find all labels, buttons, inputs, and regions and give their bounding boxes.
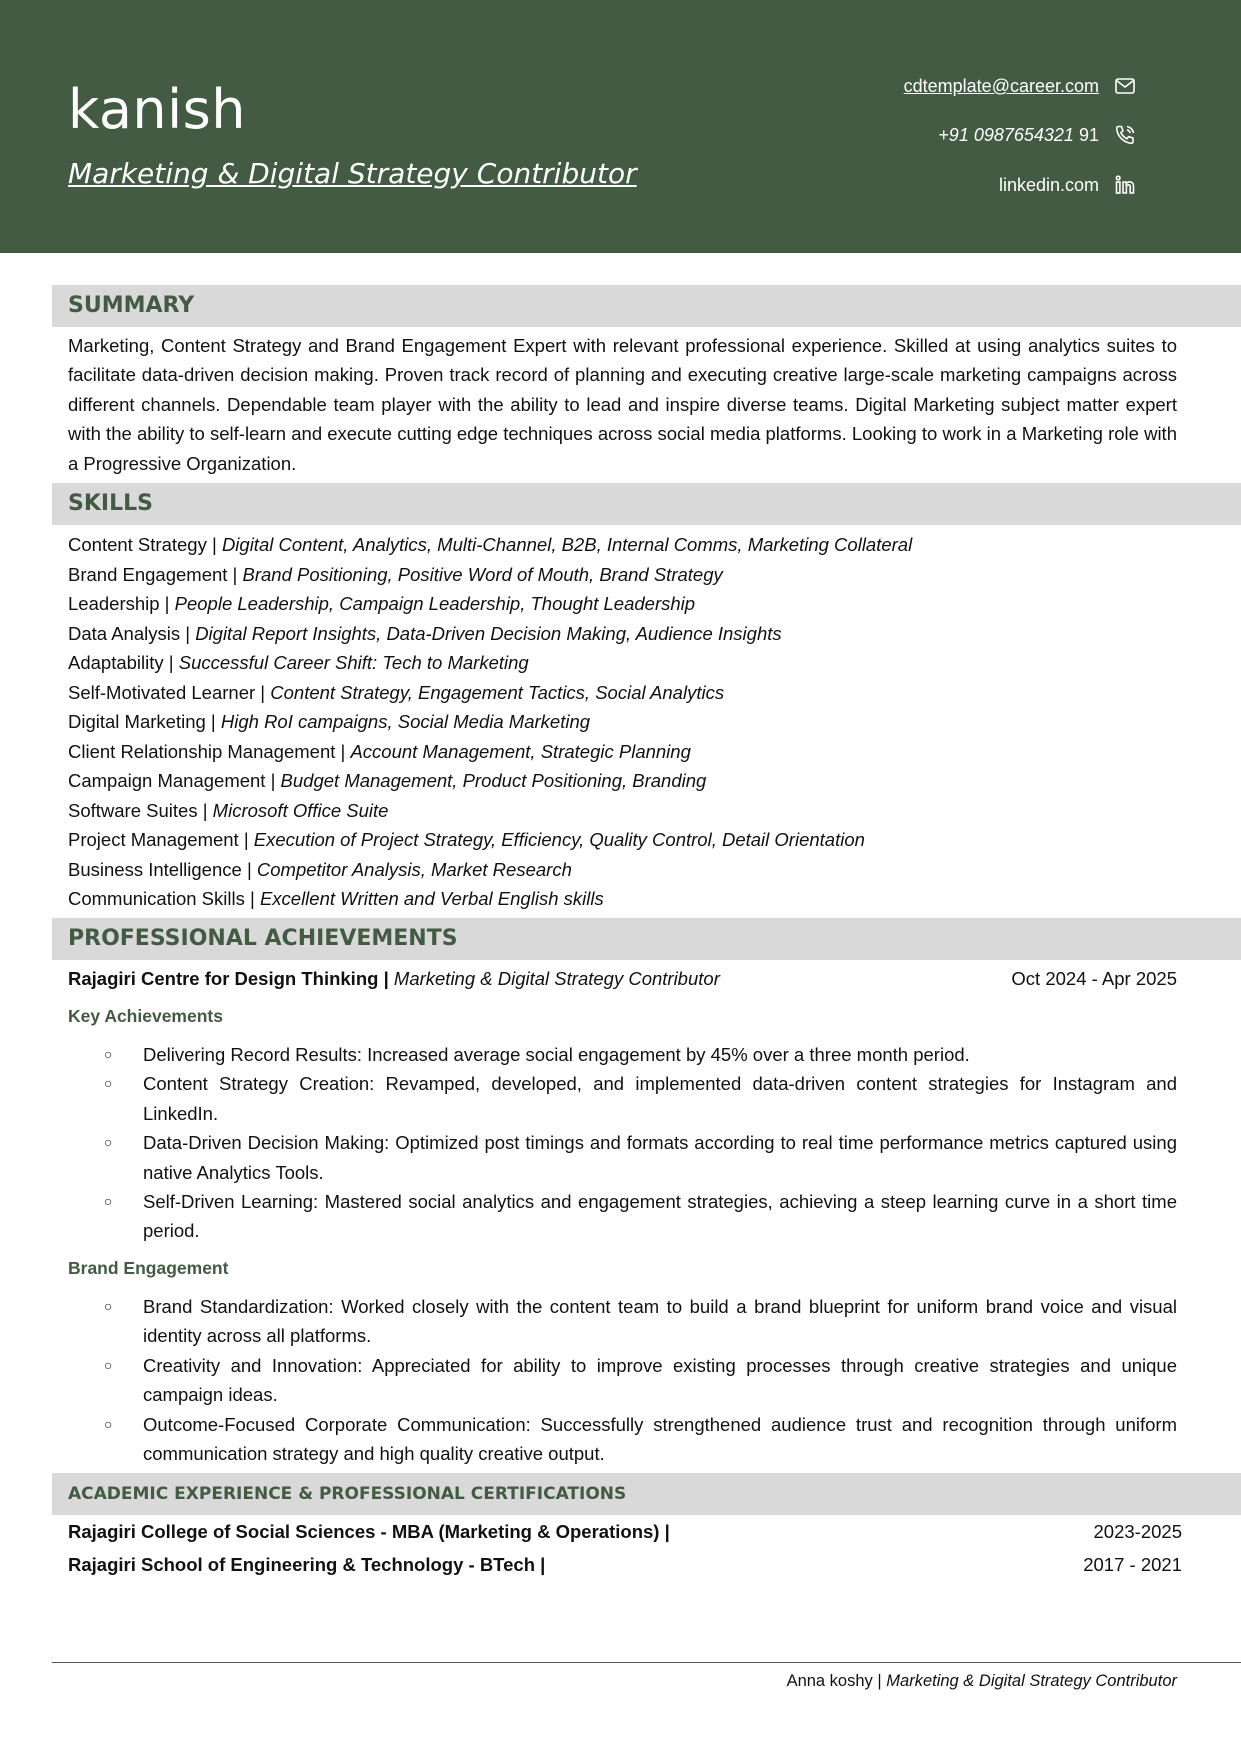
list-item bbox=[68, 1069, 1177, 1128]
footer-divider bbox=[52, 1662, 1241, 1663]
skill-detail: Excellent Written and Verbal English skills bbox=[259, 888, 604, 909]
job-separator: | bbox=[378, 968, 394, 989]
list-item-text: Delivering Record Results: Increased average social engagement by 45% over a three month period. bbox=[143, 1044, 970, 1065]
brand-engagement-heading: Brand Engagement bbox=[68, 1258, 229, 1278]
education-years: 2023-2025 bbox=[1093, 1521, 1182, 1542]
envelope-icon bbox=[1113, 74, 1137, 98]
list-item bbox=[68, 1187, 1177, 1246]
list-item bbox=[68, 1128, 1177, 1187]
list-item-text: Content Strategy Creation: Revamped, developed, and implemented data-driven content strategies for Instagram and LinkedIn. bbox=[143, 1073, 1177, 1124]
skill-row: Business Intelligence | Competitor Analysis, Market Research bbox=[68, 858, 572, 880]
bullet-icon: ○ bbox=[104, 1415, 113, 1432]
education-text: Rajagiri School of Engineering & Technology - BTech | bbox=[68, 1554, 546, 1575]
skill-name: Software Suites bbox=[68, 799, 198, 821]
skill-name: Business Intelligence bbox=[68, 858, 242, 880]
skill-row: Communication Skills | Excellent Written and Verbal English skills bbox=[68, 888, 604, 909]
skill-detail: Digital Report Insights, Data-Driven Decision Making, Audience Insights bbox=[195, 622, 782, 644]
skill-detail: Successful Career Shift: Tech to Marketing bbox=[178, 652, 529, 673]
job-heading bbox=[68, 964, 1177, 994]
linkedin-icon bbox=[1113, 173, 1137, 197]
skill-name: Digital Marketing bbox=[68, 711, 206, 732]
skill-row: Leadership | People Leadership, Campaign Leadership, Thought Leadership bbox=[68, 593, 696, 614]
skill-name: Project Management bbox=[68, 829, 239, 850]
skill-name: Client Relationship Management bbox=[68, 740, 336, 762]
skill-row: Software Suites | Microsoft Office Suite bbox=[68, 799, 389, 821]
skill-name: Communication Skills bbox=[68, 888, 245, 909]
skill-row: Adaptability | Successful Career Shift: Tech to Marketing bbox=[68, 652, 529, 673]
bullet-icon: ○ bbox=[104, 1134, 113, 1151]
education-row bbox=[68, 1550, 1182, 1580]
list-item bbox=[68, 1410, 1177, 1469]
skill-detail: Content Strategy, Engagement Tactics, Social Analytics bbox=[270, 681, 725, 703]
skills-list bbox=[68, 530, 1168, 914]
skill-name: Adaptability bbox=[68, 652, 164, 673]
list-item-text: Self-Driven Learning: Mastered social analytics and engagement strategies, achieving a steep learning curve in a short time period. bbox=[143, 1191, 1177, 1242]
skill-detail: High RoI campaigns, Social Media Marketing bbox=[220, 711, 591, 732]
job-title: Marketing & Digital Strategy Contributor bbox=[393, 968, 720, 989]
skill-detail: Account Management, Strategic Planning bbox=[350, 740, 691, 762]
section-achievements-header bbox=[52, 918, 1241, 960]
section-title: SKILLS bbox=[68, 491, 153, 516]
list-item bbox=[68, 1351, 1177, 1410]
skill-row: Project Management | Execution of Project Strategy, Efficiency, Quality Control, Detail Orientation bbox=[68, 829, 865, 850]
list-item-text: Brand Standardization: Worked closely with the content team to build a brand blueprint for uniform brand voice and visual identity across all platforms. bbox=[143, 1296, 1177, 1347]
contact-email[interactable] bbox=[904, 71, 1137, 101]
skill-name: Data Analysis bbox=[68, 622, 181, 644]
list-item-text: Outcome-Focused Corporate Communication: Successfully strengthened audience trust and recognition through uniform communication strategy and high quality creative output. bbox=[143, 1413, 1177, 1465]
skill-detail: Budget Management, Product Positioning, Branding bbox=[280, 770, 707, 791]
skill-name: Self-Motivated Learner bbox=[68, 681, 256, 703]
phone-number-main: +91 0987654321 bbox=[938, 125, 1074, 145]
section-skills-header bbox=[52, 483, 1241, 525]
education-years: 2017 - 2021 bbox=[1083, 1554, 1182, 1575]
skill-detail: Brand Positioning, Positive Word of Mouth, Brand Strategy bbox=[242, 563, 723, 585]
skill-row: Content Strategy | Digital Content, Analytics, Multi-Channel, B2B, Internal Comms, Marketing Collateral bbox=[68, 534, 913, 555]
key-achievements-list bbox=[68, 1040, 1177, 1246]
job-dates: Oct 2024 - Apr 2025 bbox=[1011, 968, 1177, 989]
bullet-icon: ○ bbox=[104, 1356, 113, 1373]
skill-name: Campaign Management bbox=[68, 770, 266, 791]
skill-row: Data Analysis | Digital Report Insights, Data-Driven Decision Making, Audience Insights bbox=[68, 622, 782, 644]
footer-title: Marketing & Digital Strategy Contributor bbox=[886, 1672, 1177, 1690]
linkedin-link[interactable]: linkedin.com bbox=[998, 175, 1099, 195]
contact-phone[interactable] bbox=[938, 120, 1137, 150]
skill-detail: Execution of Project Strategy, Efficiency, Quality Control, Detail Orientation bbox=[253, 829, 865, 850]
skill-detail: Digital Content, Analytics, Multi-Channel, B2B, Internal Comms, Marketing Collateral bbox=[221, 534, 913, 555]
job-organization: Rajagiri Centre for Design Thinking bbox=[68, 968, 379, 989]
bullet-icon: ○ bbox=[104, 1298, 113, 1314]
phone-number[interactable] bbox=[938, 120, 1099, 150]
education-row bbox=[68, 1517, 1182, 1547]
bullet-icon: ○ bbox=[104, 1193, 113, 1210]
education-text: Rajagiri College of Social Sciences - MBA (Marketing & Operations) | bbox=[68, 1521, 670, 1542]
contact-linkedin[interactable] bbox=[999, 170, 1137, 200]
footer-name: Anna koshy bbox=[786, 1672, 873, 1690]
skill-detail: People Leadership, Campaign Leadership, Thought Leadership bbox=[174, 593, 696, 614]
skill-row: Client Relationship Management | Account Management, Strategic Planning bbox=[68, 740, 691, 762]
list-item bbox=[68, 1292, 1177, 1351]
candidate-role: Marketing & Digital Strategy Contributor bbox=[68, 157, 637, 190]
email-link[interactable]: cdtemplate@career.com bbox=[903, 76, 1099, 96]
skill-row: Digital Marketing | High RoI campaigns, Social Media Marketing bbox=[68, 711, 591, 732]
skill-row: Campaign Management | Budget Management, Product Positioning, Branding bbox=[68, 770, 707, 791]
section-title: SUMMARY bbox=[68, 293, 195, 318]
skill-name: Brand Engagement bbox=[68, 563, 228, 585]
section-title: PROFESSIONAL ACHIEVEMENTS bbox=[68, 926, 458, 951]
skill-detail: Microsoft Office Suite bbox=[212, 799, 389, 821]
skill-name: Leadership bbox=[68, 593, 160, 614]
key-achievements-heading: Key Achievements bbox=[68, 1006, 223, 1026]
skill-row: Brand Engagement | Brand Positioning, Positive Word of Mouth, Brand Strategy bbox=[68, 563, 723, 585]
phone-icon bbox=[1113, 123, 1137, 147]
skill-name: Content Strategy bbox=[68, 534, 207, 555]
section-title: ACADEMIC EXPERIENCE & PROFESSIONAL CERTIFICATIONS bbox=[68, 1484, 627, 1504]
skill-row: Self-Motivated Learner | Content Strategy, Engagement Tactics, Social Analytics bbox=[68, 681, 725, 703]
candidate-name: kanish bbox=[68, 78, 246, 141]
resume-header bbox=[0, 0, 1241, 253]
list-item-text: Creativity and Innovation: Appreciated for ability to improve existing processes through creative strategies and unique campaign ideas. bbox=[143, 1354, 1177, 1406]
page-footer bbox=[787, 1667, 1177, 1695]
brand-engagement-list bbox=[68, 1292, 1177, 1468]
footer-separator: | bbox=[877, 1672, 882, 1690]
bullet-icon: ○ bbox=[104, 1075, 113, 1092]
bullet-icon: ○ bbox=[104, 1046, 113, 1062]
phone-number-suffix: 91 bbox=[1078, 125, 1099, 145]
list-item bbox=[68, 1040, 1177, 1069]
section-summary-header bbox=[52, 285, 1241, 327]
summary-text: Marketing, Content Strategy and Brand Engagement Expert with relevant professional experience. Skilled at using analytics suites to facilitate data-driven decision making. Proven track record of planning and executing creative large-scale marketing campaigns across different channels. Dependable team player with the ability to lead and inspire diverse teams. Digital Marketing subject matter expert with the ability to self-learn and execute cutting edge techniques across social media platforms. Looking to work in a Marketing role with a Progressive Organization. bbox=[68, 335, 1177, 474]
section-education-header bbox=[52, 1473, 1241, 1515]
skill-detail: Competitor Analysis, Market Research bbox=[256, 858, 572, 880]
list-item-text: Data-Driven Decision Making: Optimized post timings and formats according to real time performance metrics captured using native Analytics Tools. bbox=[143, 1132, 1177, 1183]
